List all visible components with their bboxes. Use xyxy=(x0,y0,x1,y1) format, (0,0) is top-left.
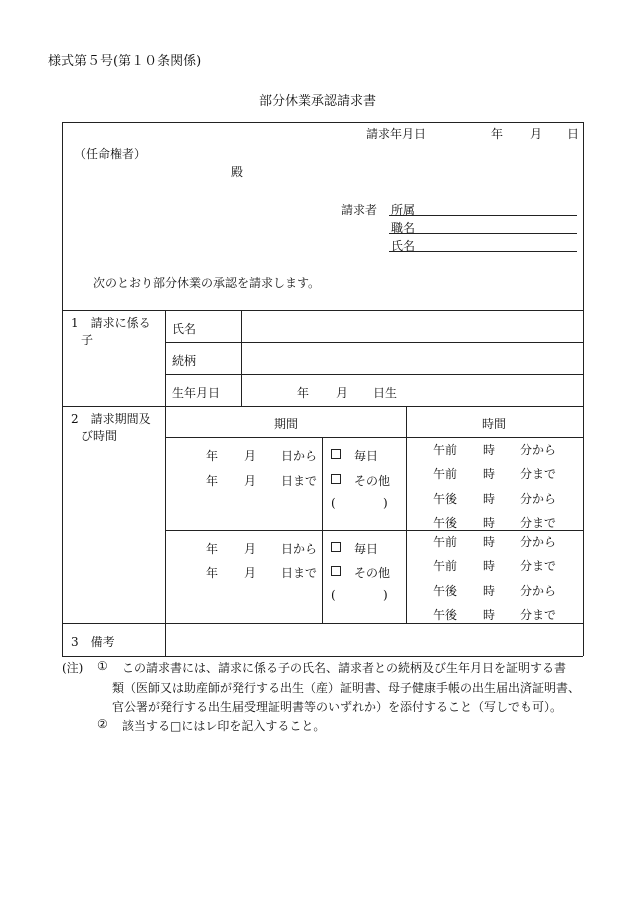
note1-mark: ① xyxy=(97,659,108,673)
hour-label: 時 xyxy=(483,443,496,457)
min-from-label: 分から xyxy=(520,535,557,549)
from-day: 日から xyxy=(281,449,318,463)
relation-label: 続柄 xyxy=(172,354,197,368)
other-label: その他 xyxy=(354,474,391,488)
period-header: 期間 xyxy=(274,417,299,431)
daily-label: 毎日 xyxy=(354,449,379,463)
affiliation-field[interactable] xyxy=(389,215,577,216)
request-month-label: 月 xyxy=(530,127,543,141)
min-from-label: 分から xyxy=(520,584,557,598)
to-year: 年 xyxy=(206,474,219,488)
birth-month-label: 月 xyxy=(336,386,349,400)
page-title: 部分休業承認請求書 xyxy=(259,94,377,109)
child-name-label: 氏名 xyxy=(172,322,197,336)
min-from-label: 分から xyxy=(520,492,557,506)
to-month: 月 xyxy=(244,566,257,580)
min-to-label: 分まで xyxy=(520,516,557,530)
note2-text: 該当する□にはレ印を記入すること。 xyxy=(122,719,326,733)
child-name-field[interactable] xyxy=(244,313,580,340)
time-header: 時間 xyxy=(482,417,507,431)
name-field[interactable] xyxy=(389,251,577,252)
birthdate-label: 生年月日 xyxy=(172,386,221,400)
to-day: 日まで xyxy=(281,566,318,580)
daily-label: 毎日 xyxy=(354,542,379,556)
hour-label: 時 xyxy=(483,516,496,530)
appointing-authority: （任命権者） xyxy=(74,147,147,161)
request-year-label: 年 xyxy=(491,127,504,141)
from-year: 年 xyxy=(206,449,219,463)
min-to-label: 分まで xyxy=(520,559,557,573)
min-to-label: 分まで xyxy=(520,467,557,481)
section3-title: 3 備考 xyxy=(71,635,115,649)
min-to-label: 分まで xyxy=(520,608,557,622)
note2-mark: ② xyxy=(97,717,108,731)
request-date-label: 請求年月日 xyxy=(366,127,427,141)
section2-title-cont: び時間 xyxy=(81,429,118,443)
request-day-label: 日 xyxy=(567,127,580,141)
pm-label: 午後 xyxy=(433,492,458,506)
to-month: 月 xyxy=(244,474,257,488)
paren-open: ( xyxy=(331,496,336,510)
affiliation-label: 所属 xyxy=(391,203,416,217)
pm-label: 午後 xyxy=(433,608,458,622)
remarks-field[interactable] xyxy=(168,626,580,653)
pm-label: 午後 xyxy=(433,516,458,530)
section1-title-cont: 子 xyxy=(81,333,94,347)
daily-checkbox[interactable] xyxy=(331,542,341,552)
from-month: 月 xyxy=(244,542,257,556)
to-year: 年 xyxy=(206,566,219,580)
section1-title: 1 請求に係る xyxy=(71,316,151,330)
section2-title: 2 請求期間及 xyxy=(71,412,151,426)
from-month: 月 xyxy=(244,449,257,463)
honorific: 殿 xyxy=(231,165,244,179)
min-from-label: 分から xyxy=(520,443,557,457)
form-number: 様式第５号(第１０条関係) xyxy=(48,54,202,69)
relation-field[interactable] xyxy=(244,345,580,372)
from-year: 年 xyxy=(206,542,219,556)
birth-day-label: 日生 xyxy=(373,386,398,400)
am-label: 午前 xyxy=(433,443,458,457)
hour-label: 時 xyxy=(483,492,496,506)
name-label: 氏名 xyxy=(391,239,416,253)
paren-close: ) xyxy=(383,496,388,510)
note1-line1: この請求書には、請求に係る子の氏名、請求者との続柄及び生年月日を証明する書 xyxy=(122,661,567,675)
note1-line3: 官公署が発行する出生届受理証明書等のいずれか）を添付すること（写しでも可）。 xyxy=(112,700,563,714)
birth-year-label: 年 xyxy=(297,386,310,400)
am-label: 午前 xyxy=(433,467,458,481)
am-label: 午前 xyxy=(433,559,458,573)
am-label: 午前 xyxy=(433,535,458,549)
request-statement: 次のとおり部分休業の承認を請求します。 xyxy=(93,276,321,290)
hour-label: 時 xyxy=(483,559,496,573)
pm-label: 午後 xyxy=(433,584,458,598)
position-label: 職名 xyxy=(391,221,416,235)
to-day: 日まで xyxy=(281,474,318,488)
paren-open: ( xyxy=(331,588,336,602)
other-checkbox[interactable] xyxy=(331,566,341,576)
hour-label: 時 xyxy=(483,535,496,549)
requester-label: 請求者 xyxy=(341,203,378,217)
hour-label: 時 xyxy=(483,467,496,481)
other-checkbox[interactable] xyxy=(331,474,341,484)
from-day: 日から xyxy=(281,542,318,556)
notes-label: (注) xyxy=(62,661,84,675)
paren-close: ) xyxy=(383,588,388,602)
position-field[interactable] xyxy=(389,233,577,234)
daily-checkbox[interactable] xyxy=(331,449,341,459)
hour-label: 時 xyxy=(483,584,496,598)
other-label: その他 xyxy=(354,566,391,580)
hour-label: 時 xyxy=(483,608,496,622)
note1-line2: 類（医師又は助産師が発行する出生（産）証明書、母子健康手帳の出生届出済証明書、 xyxy=(112,681,581,695)
